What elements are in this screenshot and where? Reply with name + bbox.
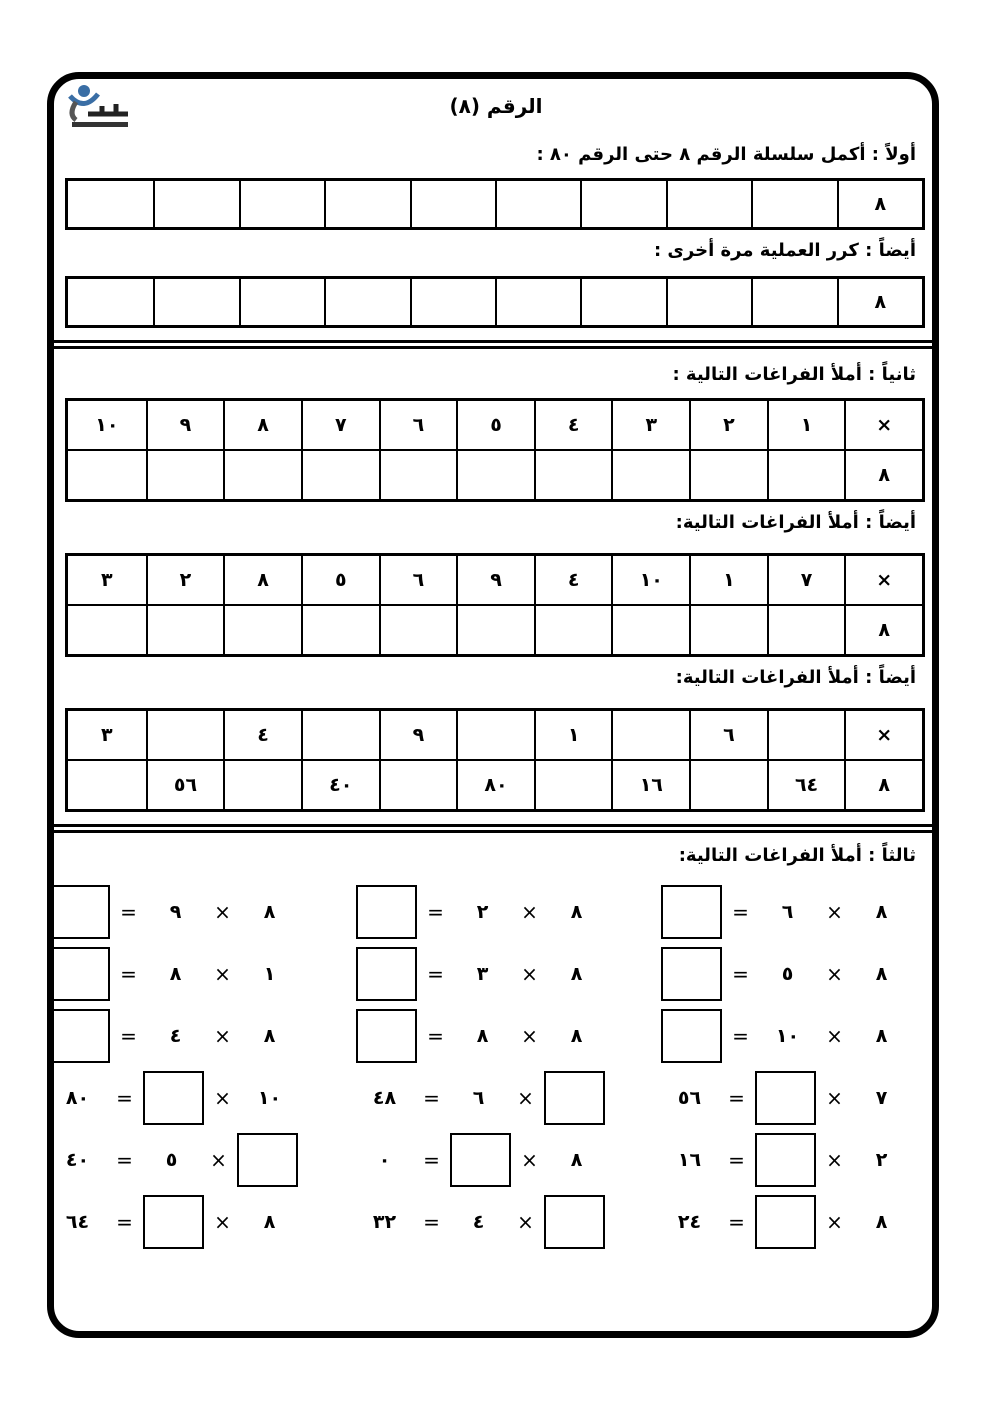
value-cell: ٣ xyxy=(68,556,146,606)
equation xyxy=(666,1133,905,1187)
value-cell: ٨ xyxy=(844,451,922,499)
number: ٨ xyxy=(570,1025,583,1047)
value-cell: ٨ xyxy=(837,181,922,227)
answer-box[interactable] xyxy=(49,1009,110,1063)
times-sign: × xyxy=(517,1210,534,1234)
section2-heading-3: أيضاً : أملأ الفراغات التالية: xyxy=(675,667,916,688)
answer-box[interactable] xyxy=(661,947,722,1001)
answer-cell[interactable] xyxy=(379,606,457,654)
equation xyxy=(361,1071,600,1125)
times-sign: × xyxy=(521,900,538,924)
equals-sign: = xyxy=(732,900,749,924)
times-sign: × xyxy=(826,1086,843,1110)
multiplication-table-3 xyxy=(65,708,925,812)
equation xyxy=(361,1133,600,1187)
answer-cell[interactable] xyxy=(666,181,751,227)
equals-sign: = xyxy=(427,962,444,986)
equation xyxy=(54,885,293,939)
answer-cell[interactable] xyxy=(239,279,324,325)
number: ٨ xyxy=(263,1211,276,1233)
value-cell: ٢ xyxy=(689,401,767,451)
times-sign: × xyxy=(210,1148,227,1172)
number: ٨ xyxy=(875,1025,888,1047)
number: ١٠ xyxy=(775,1025,800,1047)
answer-cell[interactable] xyxy=(580,181,665,227)
value-cell: ١ xyxy=(767,401,845,451)
value-cell: × xyxy=(844,556,922,606)
equation xyxy=(666,885,905,939)
times-sign: × xyxy=(826,900,843,924)
times-sign: × xyxy=(826,1148,843,1172)
answer-box[interactable] xyxy=(356,1009,417,1063)
equation xyxy=(361,1009,600,1063)
equals-sign: = xyxy=(116,1086,133,1110)
answer-box[interactable] xyxy=(143,1071,204,1125)
answer-cell[interactable] xyxy=(456,711,534,761)
answer-cell[interactable] xyxy=(767,711,845,761)
times-sign: × xyxy=(214,1024,231,1048)
answer-cell[interactable] xyxy=(153,279,238,325)
value-cell: ٦٤ xyxy=(767,761,845,809)
number: ٥ xyxy=(165,1149,178,1171)
number: ٨ xyxy=(875,901,888,923)
equals-sign: = xyxy=(120,1024,137,1048)
equation xyxy=(666,1071,905,1125)
value-cell: ٩ xyxy=(456,556,534,606)
value-cell: ١ xyxy=(534,711,612,761)
times-sign: × xyxy=(826,1210,843,1234)
answer-cell[interactable] xyxy=(495,279,580,325)
answer-cell[interactable] xyxy=(611,711,689,761)
answer-cell[interactable] xyxy=(301,451,379,499)
answer-cell[interactable] xyxy=(410,279,495,325)
value-cell: ٨٠ xyxy=(456,761,534,809)
value-cell: ٨ xyxy=(837,279,922,325)
answer-cell[interactable] xyxy=(68,451,146,499)
value-cell: ٤ xyxy=(534,556,612,606)
value-cell: ٣ xyxy=(68,711,146,761)
answer-cell[interactable] xyxy=(751,279,836,325)
number: ٩ xyxy=(169,901,182,923)
equals-sign: = xyxy=(732,1024,749,1048)
answer-cell[interactable] xyxy=(767,451,845,499)
answer-cell[interactable] xyxy=(146,606,224,654)
equation xyxy=(666,1195,905,1249)
number: ٤٨ xyxy=(372,1087,397,1109)
value-cell: ٢ xyxy=(146,556,224,606)
equation xyxy=(54,947,293,1001)
number: ٨ xyxy=(476,1025,489,1047)
multiplication-table-1 xyxy=(65,398,925,502)
answer-box[interactable] xyxy=(450,1133,511,1187)
times-sign: × xyxy=(214,900,231,924)
answer-cell[interactable] xyxy=(666,279,751,325)
number: ٦ xyxy=(781,901,794,923)
answer-box[interactable] xyxy=(356,885,417,939)
answer-cell[interactable] xyxy=(68,181,153,227)
times-sign: × xyxy=(517,1086,534,1110)
number: ٤ xyxy=(472,1211,485,1233)
answer-cell[interactable] xyxy=(223,761,301,809)
times-sign: × xyxy=(521,1024,538,1048)
number: ١ xyxy=(263,963,276,985)
answer-cell[interactable] xyxy=(324,279,409,325)
answer-cell[interactable] xyxy=(153,181,238,227)
answer-cell[interactable] xyxy=(534,606,612,654)
value-cell: ٦ xyxy=(379,556,457,606)
number: ٤ xyxy=(169,1025,182,1047)
equals-sign: = xyxy=(120,962,137,986)
equals-sign: = xyxy=(116,1210,133,1234)
answer-box[interactable] xyxy=(49,885,110,939)
value-cell: ٤ xyxy=(534,401,612,451)
equation xyxy=(666,1009,905,1063)
equals-sign: = xyxy=(116,1148,133,1172)
equals-sign: = xyxy=(728,1086,745,1110)
equals-sign: = xyxy=(728,1148,745,1172)
answer-cell[interactable] xyxy=(68,606,146,654)
answer-cell[interactable] xyxy=(68,761,146,809)
times-sign: × xyxy=(521,1148,538,1172)
number: ٨ xyxy=(263,1025,276,1047)
section-divider xyxy=(54,340,932,349)
value-cell: ٥ xyxy=(456,401,534,451)
value-cell: ٦ xyxy=(379,401,457,451)
answer-cell[interactable] xyxy=(611,606,689,654)
answer-box[interactable] xyxy=(356,947,417,1001)
times-sign: × xyxy=(214,1086,231,1110)
answer-cell[interactable] xyxy=(301,711,379,761)
answer-box[interactable] xyxy=(544,1071,605,1125)
number: ٦ xyxy=(472,1087,485,1109)
equals-sign: = xyxy=(427,1024,444,1048)
section3-heading: ثالثاً : أملأ الفراغات التالية: xyxy=(678,845,916,866)
number: ٣٢ xyxy=(372,1211,397,1233)
number: ٥٦ xyxy=(677,1087,702,1109)
value-cell: ٦ xyxy=(689,711,767,761)
times-sign: × xyxy=(826,962,843,986)
answer-cell[interactable] xyxy=(324,181,409,227)
answer-box[interactable] xyxy=(755,1071,816,1125)
value-cell: ٤٠ xyxy=(301,761,379,809)
multiplication-table-2 xyxy=(65,553,925,657)
answer-cell[interactable] xyxy=(767,606,845,654)
answer-cell[interactable] xyxy=(689,761,767,809)
number: ٨ xyxy=(875,1211,888,1233)
number: ٨ xyxy=(570,963,583,985)
answer-box[interactable] xyxy=(49,947,110,1001)
value-cell: ٨ xyxy=(223,401,301,451)
value-cell: ١ xyxy=(689,556,767,606)
equation xyxy=(361,885,600,939)
number: ٢ xyxy=(875,1149,888,1171)
value-cell: ٩ xyxy=(146,401,224,451)
equation xyxy=(54,1195,293,1249)
equation xyxy=(361,947,600,1001)
equals-sign: = xyxy=(732,962,749,986)
number: ٠ xyxy=(378,1149,391,1171)
answer-cell[interactable] xyxy=(68,279,153,325)
value-cell: × xyxy=(844,711,922,761)
number: ٨ xyxy=(875,963,888,985)
equation xyxy=(54,1133,293,1187)
answer-cell[interactable] xyxy=(456,451,534,499)
value-cell: ٩ xyxy=(379,711,457,761)
value-cell: ٥ xyxy=(301,556,379,606)
answer-cell[interactable] xyxy=(223,451,301,499)
times-sign: × xyxy=(521,962,538,986)
answer-box[interactable] xyxy=(755,1195,816,1249)
equation xyxy=(666,947,905,1001)
answer-box[interactable] xyxy=(661,1009,722,1063)
answer-cell[interactable] xyxy=(456,606,534,654)
value-cell: ٤ xyxy=(223,711,301,761)
answer-box[interactable] xyxy=(143,1195,204,1249)
value-cell: × xyxy=(844,401,922,451)
answer-cell[interactable] xyxy=(146,451,224,499)
value-cell: ١٠ xyxy=(68,401,146,451)
times-sign: × xyxy=(214,1210,231,1234)
number: ٨٠ xyxy=(65,1087,90,1109)
answer-cell[interactable] xyxy=(495,181,580,227)
answer-cell[interactable] xyxy=(611,451,689,499)
answer-cell[interactable] xyxy=(146,711,224,761)
times-sign: × xyxy=(826,1024,843,1048)
value-cell: ٥٦ xyxy=(146,761,224,809)
number: ٦٤ xyxy=(65,1211,90,1233)
number: ٢٤ xyxy=(677,1211,702,1233)
section1-heading-2: أيضاً : كرر العملية مرة أخرى : xyxy=(653,240,916,261)
value-cell: ٨ xyxy=(223,556,301,606)
number: ٥ xyxy=(781,963,794,985)
number: ٤٠ xyxy=(65,1149,90,1171)
equation xyxy=(54,1009,293,1063)
equation xyxy=(54,1071,293,1125)
value-cell: ٨ xyxy=(844,761,922,809)
answer-cell[interactable] xyxy=(689,606,767,654)
sequence-table-2 xyxy=(65,276,925,328)
value-cell: ٧ xyxy=(301,401,379,451)
sequence-table-1 xyxy=(65,178,925,230)
section2-heading: ثانياً : أملأ الفراغات التالية : xyxy=(672,364,916,385)
equals-sign: = xyxy=(423,1086,440,1110)
answer-cell[interactable] xyxy=(379,761,457,809)
equals-sign: = xyxy=(120,900,137,924)
value-cell: ١٠ xyxy=(611,556,689,606)
page-title: الرقم (٨) xyxy=(449,94,543,118)
answer-cell[interactable] xyxy=(751,181,836,227)
number: ٧ xyxy=(875,1087,888,1109)
times-sign: × xyxy=(214,962,231,986)
section2-heading-2: أيضاً : أملأ الفراغات التالية: xyxy=(675,512,916,533)
number: ٢ xyxy=(476,901,489,923)
number: ١٦ xyxy=(677,1149,702,1171)
answer-box[interactable] xyxy=(544,1195,605,1249)
answer-cell[interactable] xyxy=(410,181,495,227)
section-divider xyxy=(54,824,932,833)
equals-sign: = xyxy=(728,1210,745,1234)
number: ٨ xyxy=(263,901,276,923)
section1-heading: أولاً : أكمل سلسلة الرقم ٨ حتى الرقم ٨٠ : xyxy=(536,144,916,165)
answer-box[interactable] xyxy=(237,1133,298,1187)
equals-sign: = xyxy=(423,1210,440,1234)
answer-box[interactable] xyxy=(661,885,722,939)
value-cell: ٨ xyxy=(844,606,922,654)
answer-cell[interactable] xyxy=(689,451,767,499)
number: ٨ xyxy=(570,1149,583,1171)
equation xyxy=(361,1195,600,1249)
value-cell: ٣ xyxy=(611,401,689,451)
number: ٣ xyxy=(476,963,489,985)
answer-cell[interactable] xyxy=(223,606,301,654)
number: ١٠ xyxy=(257,1087,282,1109)
equals-sign: = xyxy=(423,1148,440,1172)
answer-cell[interactable] xyxy=(301,606,379,654)
answer-cell[interactable] xyxy=(580,279,665,325)
answer-cell[interactable] xyxy=(379,451,457,499)
number: ٨ xyxy=(570,901,583,923)
answer-cell[interactable] xyxy=(239,181,324,227)
value-cell: ١٦ xyxy=(611,761,689,809)
value-cell: ٧ xyxy=(767,556,845,606)
answer-cell[interactable] xyxy=(534,451,612,499)
answer-cell[interactable] xyxy=(534,761,612,809)
number: ٨ xyxy=(169,963,182,985)
equals-sign: = xyxy=(427,900,444,924)
answer-box[interactable] xyxy=(755,1133,816,1187)
